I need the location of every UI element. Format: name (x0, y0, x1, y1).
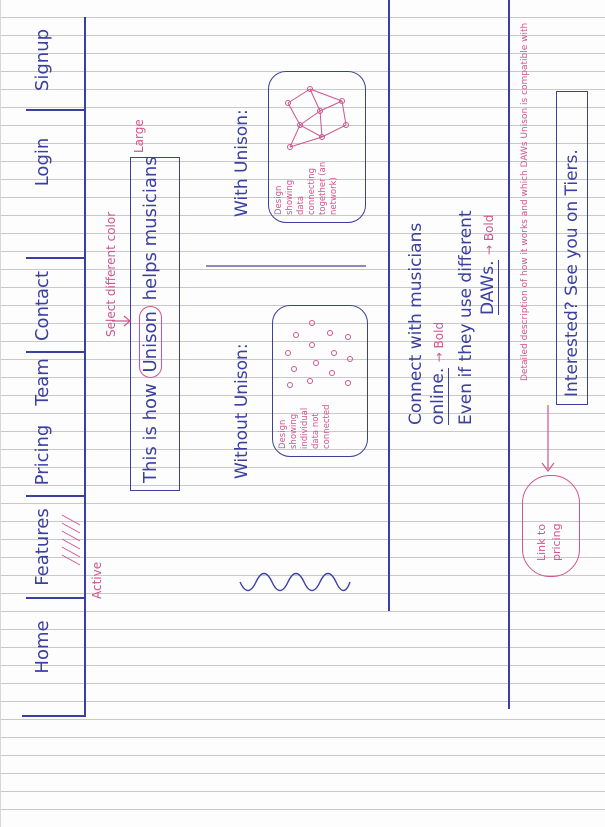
color-note: Select different color (104, 211, 118, 337)
connect-line1: Connect with musicians (406, 222, 426, 425)
nav-divider (26, 110, 84, 112)
nav-signup[interactable]: Signup (31, 28, 53, 92)
connect-line3: Even if they use different (456, 210, 476, 425)
arrow-icon (540, 403, 556, 473)
active-hatch-marks (60, 505, 82, 565)
squiggle-decoration (240, 559, 350, 605)
nav-home[interactable]: Home (31, 620, 53, 674)
nav-left-edge (22, 716, 84, 718)
nav-divider (26, 598, 84, 600)
connect-line4: DAWs. → Bold (478, 214, 498, 315)
nav-features[interactable]: Features (31, 508, 53, 586)
with-desc: Design showing data connecting together (an network) (274, 161, 339, 215)
bold-note: Bold (432, 321, 446, 349)
nav-login[interactable]: Login (31, 137, 53, 187)
nav-divider (26, 258, 84, 260)
without-title: Without Unison: (232, 343, 252, 479)
network-graph-icon (280, 81, 360, 155)
large-note: Large (132, 119, 146, 153)
section-divider (508, 0, 510, 709)
nav-divider (26, 352, 84, 354)
bold-note: Bold (482, 214, 496, 242)
pricing-link-label: Link to pricing (535, 523, 563, 561)
hero-headline: This is how Unison helps musicians (140, 156, 161, 483)
connect-line2: online. → Bold (428, 321, 448, 425)
without-desc: Design showing individual data not connected (278, 404, 332, 449)
nav-bottom-line (84, 17, 86, 717)
arrow-icon (112, 315, 132, 327)
nav-pricing[interactable]: Pricing (31, 424, 53, 486)
section-divider (388, 0, 390, 611)
comparison-divider (206, 266, 366, 268)
scattered-dots-icon (282, 313, 358, 393)
cta-note: Detailed description of how it works and which DAWs Unison is compatible with (520, 22, 530, 381)
active-note: Active (90, 561, 104, 599)
nav-contact[interactable]: Contact (31, 270, 53, 342)
with-title: With Unison: (232, 109, 252, 217)
nav-team[interactable]: Team (31, 358, 53, 406)
brand-highlight: Unison (139, 306, 162, 377)
cta-text: Interested? See you on Tiers. (562, 149, 582, 397)
